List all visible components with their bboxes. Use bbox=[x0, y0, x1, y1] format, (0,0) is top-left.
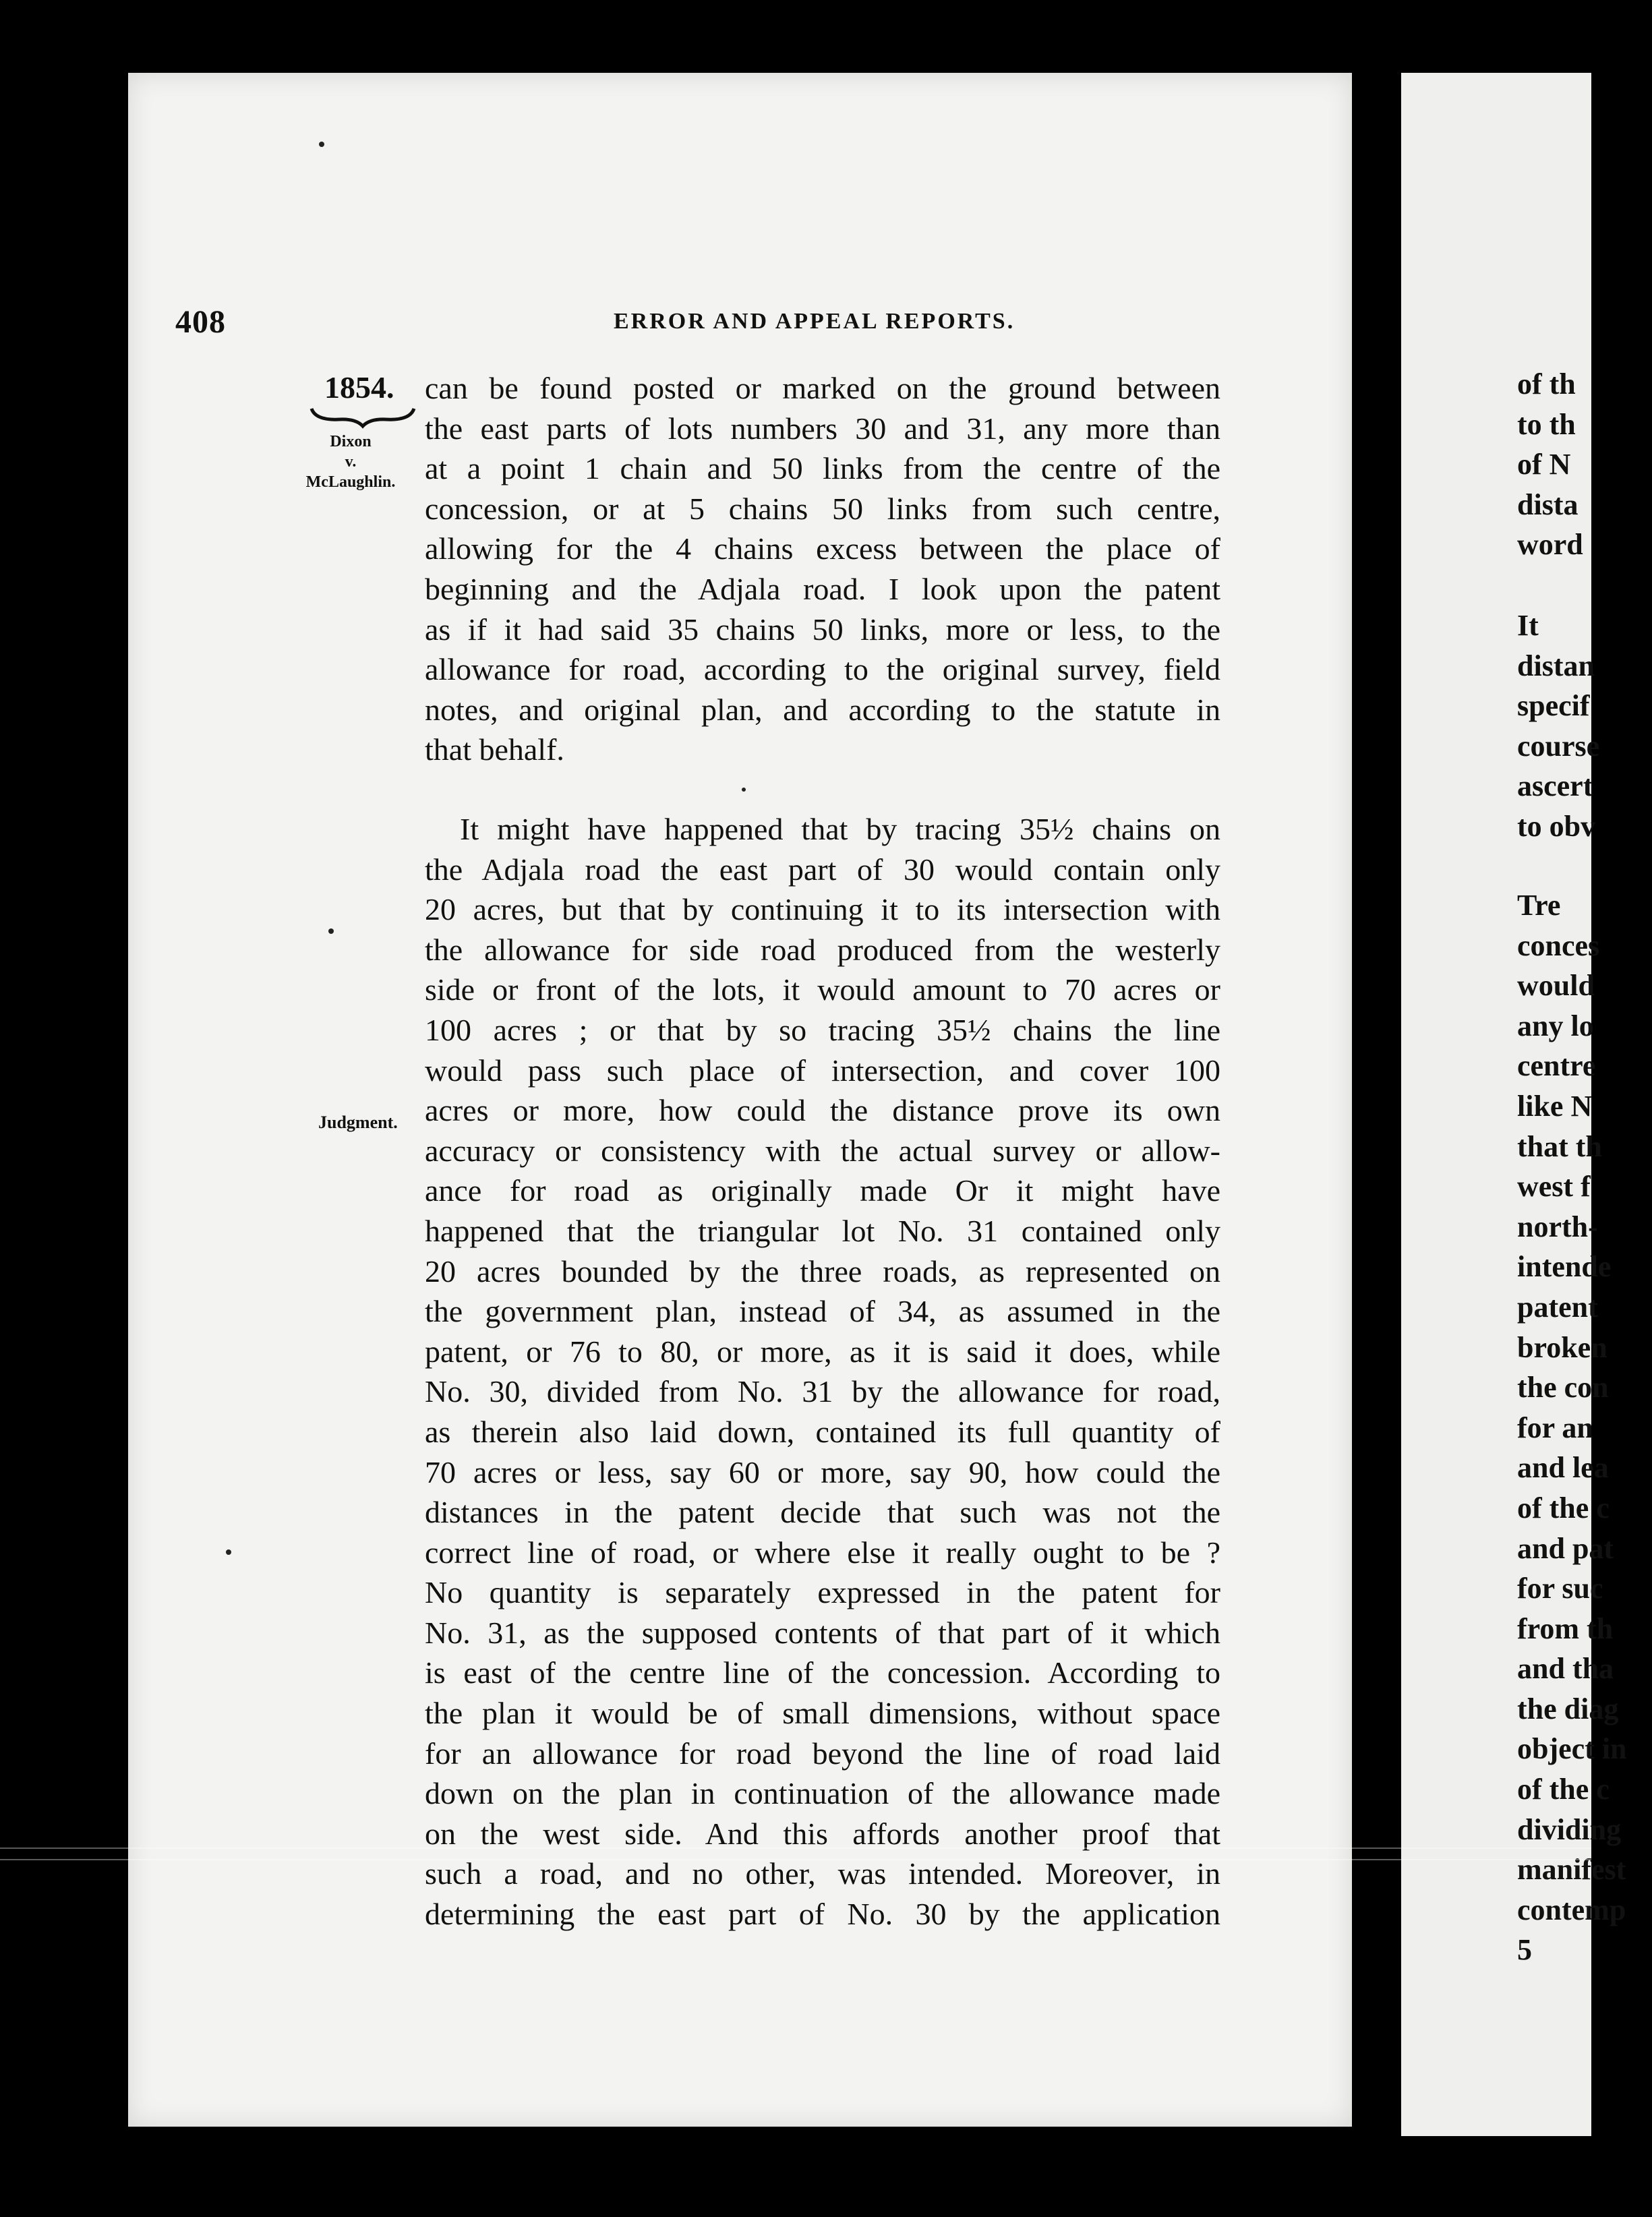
right-page-block-a bbox=[1517, 364, 1652, 565]
text-line: 70 acres or less, say 60 or more, say 90, how could the bbox=[425, 1454, 1220, 1489]
text-line: allowance for road, according to the original survey, field bbox=[425, 652, 1220, 687]
right-page-line: dividing bbox=[1517, 1812, 1622, 1846]
case-party-2: McLaughlin. bbox=[305, 473, 396, 491]
scan-speck bbox=[226, 1549, 231, 1555]
text-line: notes, and original plan, and according to the statute in bbox=[425, 692, 1220, 727]
text-line: beginning and the Adjala road. I look upon the patent bbox=[425, 571, 1220, 606]
margin-case-name bbox=[283, 432, 418, 492]
case-party-1: Dixon bbox=[330, 433, 372, 450]
running-head: ERROR AND APPEAL REPORTS. bbox=[614, 309, 1015, 334]
text-line: on the west side. And this affords another proof that bbox=[425, 1816, 1220, 1851]
text-line: acres or more, how could the distance prove its own bbox=[425, 1093, 1220, 1128]
right-page-line: ascert bbox=[1517, 769, 1593, 803]
right-page-line: the con bbox=[1517, 1371, 1609, 1405]
right-page-block-c bbox=[1517, 885, 1652, 1970]
scan-speck bbox=[742, 788, 746, 792]
text-line: that behalf. bbox=[425, 732, 564, 767]
case-versus: v. bbox=[345, 453, 357, 471]
right-page-line: that th bbox=[1517, 1129, 1602, 1163]
margin-judgment-label: Judgment. bbox=[318, 1113, 398, 1132]
text-line: can be found posted or marked on the ground between bbox=[425, 371, 1220, 405]
right-page-line: north- bbox=[1517, 1210, 1598, 1243]
text-line: such a road, and no other, was intended. Moreover, in bbox=[425, 1856, 1220, 1891]
right-page-line: dista bbox=[1517, 487, 1579, 521]
right-page-line: course bbox=[1517, 729, 1600, 763]
text-line: is east of the centre line of the concession. According to bbox=[425, 1655, 1220, 1690]
right-page-line: like N bbox=[1517, 1089, 1593, 1123]
right-page-line: object in bbox=[1517, 1732, 1627, 1766]
page-number: 408 bbox=[175, 304, 226, 340]
right-page-line: centre bbox=[1517, 1049, 1596, 1083]
right-page-line: for an bbox=[1517, 1411, 1593, 1444]
right-page-line: and pat bbox=[1517, 1531, 1614, 1565]
text-line: the east parts of lots numbers 30 and 31, any more than bbox=[425, 411, 1220, 446]
text-line: No. 31, as the supposed contents of that part of it which bbox=[425, 1615, 1220, 1650]
scan-speck bbox=[328, 928, 334, 934]
right-page-line: patent bbox=[1517, 1290, 1598, 1324]
right-page-line: of the c bbox=[1517, 1491, 1610, 1525]
text-line: accuracy or consistency with the actual survey or allow- bbox=[425, 1133, 1220, 1168]
right-page-line: manifest bbox=[1517, 1853, 1626, 1887]
text-line: the allowance for side road produced from the westerly bbox=[425, 932, 1220, 967]
right-page-line: from th bbox=[1517, 1612, 1614, 1645]
text-line: the Adjala road the east part of 30 would contain only bbox=[425, 852, 1220, 887]
paragraph-2 bbox=[425, 809, 1220, 1934]
text-line: concession, or at 5 chains 50 links from such centre, bbox=[425, 491, 1220, 526]
right-page-line: word bbox=[1517, 528, 1583, 562]
text-line: the plan it would be of small dimensions, without space bbox=[425, 1696, 1220, 1731]
scan-artifact-line bbox=[0, 1859, 1591, 1860]
text-line: No quantity is separately expressed in the patent for bbox=[425, 1575, 1220, 1610]
scan-artifact-line bbox=[0, 1848, 1591, 1849]
right-page-line: Tre bbox=[1517, 889, 1561, 922]
text-line: allowing for the 4 chains excess between the place of bbox=[425, 531, 1220, 566]
text-line: No. 30, divided from No. 31 by the allowance for road, bbox=[425, 1374, 1220, 1409]
text-line: It might have happened that by tracing 35½ chains on bbox=[460, 812, 1220, 846]
right-page-line: to obv bbox=[1517, 809, 1596, 843]
text-line: distances in the patent decide that such was not the bbox=[425, 1495, 1220, 1530]
scan-speck bbox=[319, 142, 324, 147]
text-line: 20 acres bounded by the three roads, as represented on bbox=[425, 1253, 1220, 1289]
text-line: would pass such place of intersection, and cover 100 bbox=[425, 1053, 1220, 1088]
text-line: 100 acres ; or that by so tracing 35½ chains the line bbox=[425, 1012, 1220, 1047]
right-page-line: of the c bbox=[1517, 1773, 1610, 1806]
text-line: the government plan, instead of 34, as assumed in the bbox=[425, 1294, 1220, 1329]
right-page-line: of N bbox=[1517, 448, 1571, 481]
right-page-line: west f bbox=[1517, 1170, 1591, 1204]
right-page-line: to th bbox=[1517, 407, 1576, 441]
text-line: correct line of road, or where else it really ought to be ? bbox=[425, 1535, 1220, 1570]
text-line: down on the plan in continuation of the allowance made bbox=[425, 1776, 1220, 1811]
right-page-line: contemp bbox=[1517, 1893, 1626, 1926]
right-page-line: any lo bbox=[1517, 1009, 1594, 1042]
brace-icon bbox=[309, 405, 417, 427]
text-line: happened that the triangular lot No. 31 contained only bbox=[425, 1213, 1220, 1248]
paragraph-1 bbox=[425, 368, 1220, 770]
right-page-line: conces bbox=[1517, 928, 1600, 962]
right-page-line: distan bbox=[1517, 649, 1595, 682]
text-line: patent, or 76 to 80, or more, as it is said it does, while bbox=[425, 1334, 1220, 1369]
right-page-line: would bbox=[1517, 969, 1595, 1003]
right-page-line: and lea bbox=[1517, 1451, 1609, 1485]
right-page-line: broken bbox=[1517, 1330, 1607, 1364]
right-page-line: the diag bbox=[1517, 1692, 1619, 1725]
right-page-block-b bbox=[1517, 605, 1652, 847]
text-line: determining the east part of No. 30 by the application bbox=[425, 1897, 1220, 1932]
text-line: side or front of the lots, it would amount to 70 acres or bbox=[425, 972, 1220, 1007]
text-line: ance for road as originally made Or it might have bbox=[425, 1173, 1220, 1208]
right-page-line: and tha bbox=[1517, 1652, 1614, 1686]
text-line: as therein also laid down, contained its full quantity of bbox=[425, 1414, 1220, 1449]
page-header bbox=[175, 303, 1052, 351]
text-line: 20 acres, but that by continuing it to its intersection with bbox=[425, 892, 1220, 927]
text-line: for an allowance for road beyond the line of road laid bbox=[425, 1736, 1220, 1771]
right-page-line: 5 bbox=[1517, 1933, 1532, 1967]
text-line: at a point 1 chain and 50 links from the centre of the bbox=[425, 451, 1220, 486]
right-page-line: of th bbox=[1517, 367, 1576, 401]
margin-year: 1854. bbox=[324, 370, 394, 405]
right-page-line: intende bbox=[1517, 1250, 1612, 1284]
text-line: as if it had said 35 chains 50 links, more or less, to the bbox=[425, 612, 1220, 647]
right-page-line: for suc bbox=[1517, 1572, 1603, 1605]
right-page-line: It bbox=[1517, 609, 1539, 642]
right-page-line: specif bbox=[1517, 689, 1590, 723]
